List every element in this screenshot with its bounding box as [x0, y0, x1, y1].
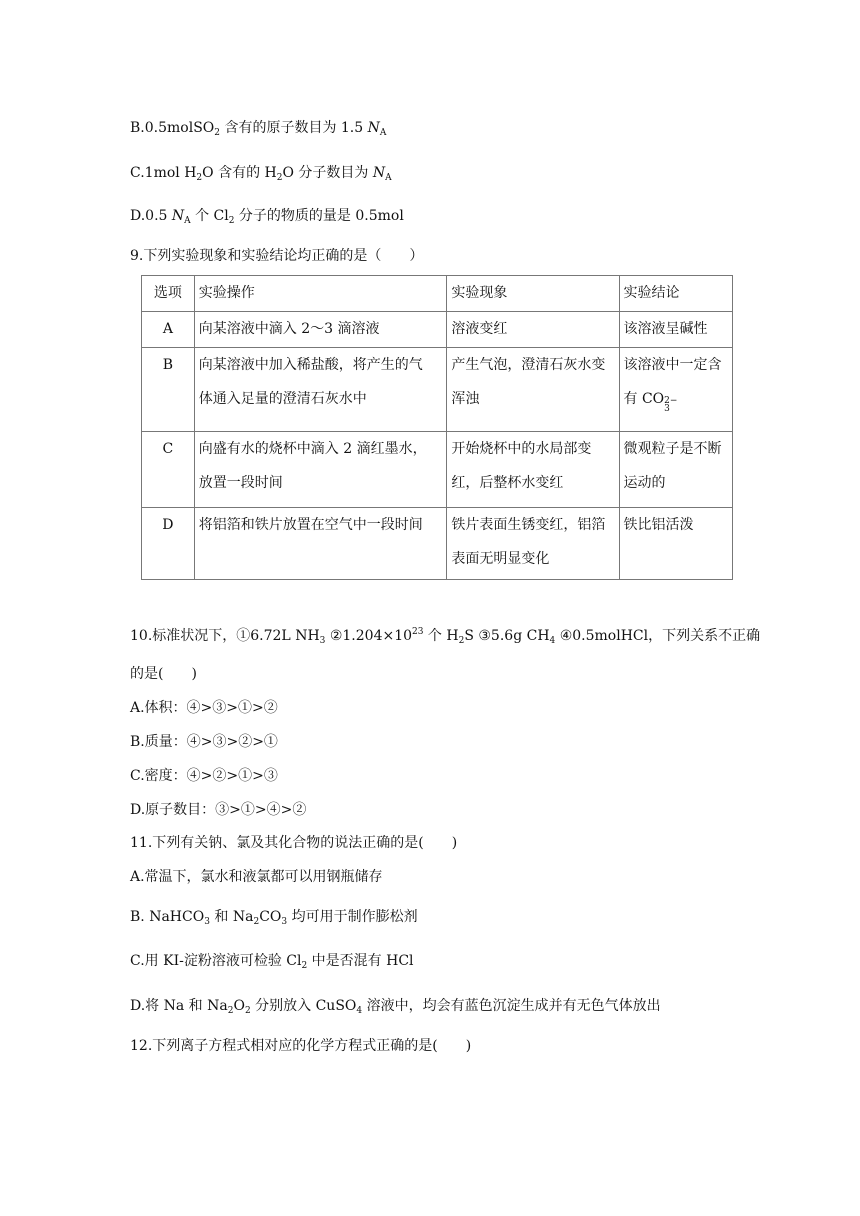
q10-option-c: C.密度：④>②>①>③: [130, 768, 278, 784]
row-phenomenon: 铁片表面生锈变红，铝箔 表面无明显变化: [447, 508, 619, 580]
q9-stem: 9.下列实验现象和实验结论均正确的是（ ）: [130, 248, 424, 264]
table-row: [142, 348, 733, 432]
q8-option-d: D.0.5 $N_A$ 个 $Cl_2$ 分子的物质的量是 0.5mol: [130, 208, 404, 226]
q11-stem: 11.下列有关钠、氯及其化合物的说法正确的是( ): [130, 835, 458, 851]
experiment-table: [141, 275, 733, 580]
row-phenomenon: 开始烧杯中的水局部变 红，后整杯水变红: [447, 432, 619, 508]
header-conclusion: 实验结论: [619, 276, 733, 312]
q8-option-c: C.1mol $H_2O$ 含有的 $H_2O$ 分子数目为 $N_A$: [130, 165, 392, 183]
row-conclusion: 微观粒子是不断 运动的: [619, 432, 733, 508]
q10-option-a: A.体积：④>③>①>②: [130, 700, 278, 716]
q10-stem-line2: 的是( ): [130, 666, 197, 682]
row-phenomenon: 溶液变红: [447, 312, 619, 348]
header-operation: 实验操作: [194, 276, 447, 312]
q11-option-c: C.用 KI-淀粉溶液可检验 $Cl_2$ 中是否混有 HCl: [130, 953, 414, 971]
q8-option-b: B.0.5molSO$_2$ 含有的原子数目为 1.5 $N_A$: [130, 120, 387, 138]
header-phenomenon: 实验现象: [447, 276, 619, 312]
q10-option-b: B.质量：④>③>②>①: [130, 734, 278, 750]
table-row: [142, 508, 733, 580]
row-phenomenon: 产生气泡，澄清石灰水变 浑浊: [447, 348, 619, 432]
row-option: D: [142, 508, 195, 580]
row-option: C: [142, 432, 195, 508]
table-header-row: [142, 276, 733, 312]
q12-stem: 12.下列离子方程式相对应的化学方程式正确的是( ): [130, 1038, 472, 1054]
q11-option-b: B. NaHCO$_3$ 和 $Na_2CO_3$ 均可用于制作膨松剂: [130, 909, 418, 927]
row-operation: 向某溶液中滴入 2～3 滴溶液: [194, 312, 447, 348]
row-operation: 向某溶液中加入稀盐酸，将产生的气 体通入足量的澄清石灰水中: [194, 348, 447, 432]
row-conclusion: 铁比铝活泼: [619, 508, 733, 580]
row-option: B: [142, 348, 195, 432]
table-row: [142, 312, 733, 348]
q10-option-d: D.原子数目：③>①>④>②: [130, 802, 307, 818]
row-operation: 向盛有水的烧杯中滴入 2 滴红墨水， 放置一段时间: [194, 432, 447, 508]
row-operation: 将铝箔和铁片放置在空气中一段时间: [194, 508, 447, 580]
carbonate-ion: CO 2− 3: [641, 391, 678, 414]
row-conclusion: 该溶液呈碱性: [619, 312, 733, 348]
row-option: A: [142, 312, 195, 348]
q11-option-a: A.常温下，氯水和液氯都可以用钢瓶储存: [130, 869, 383, 885]
header-option: 选项: [142, 276, 195, 312]
q11-option-d: D.将 Na 和 $Na_2O_2$ 分别放入 CuSO$_4$ 溶液中，均会有蓝色沉淀生成并有无色气体放出: [130, 998, 661, 1016]
table-row: [142, 432, 733, 508]
row-conclusion: 该溶液中一定含 有 CO 2− 3: [619, 348, 733, 432]
q10-stem: 10.标准状况下，①6.72L $NH_3$ $②1.204\times 10^{23}$ 个 $H_2S$ ③5.6g $CH_4$ ④0.5molHCl，下列关系不正确: [130, 627, 761, 646]
